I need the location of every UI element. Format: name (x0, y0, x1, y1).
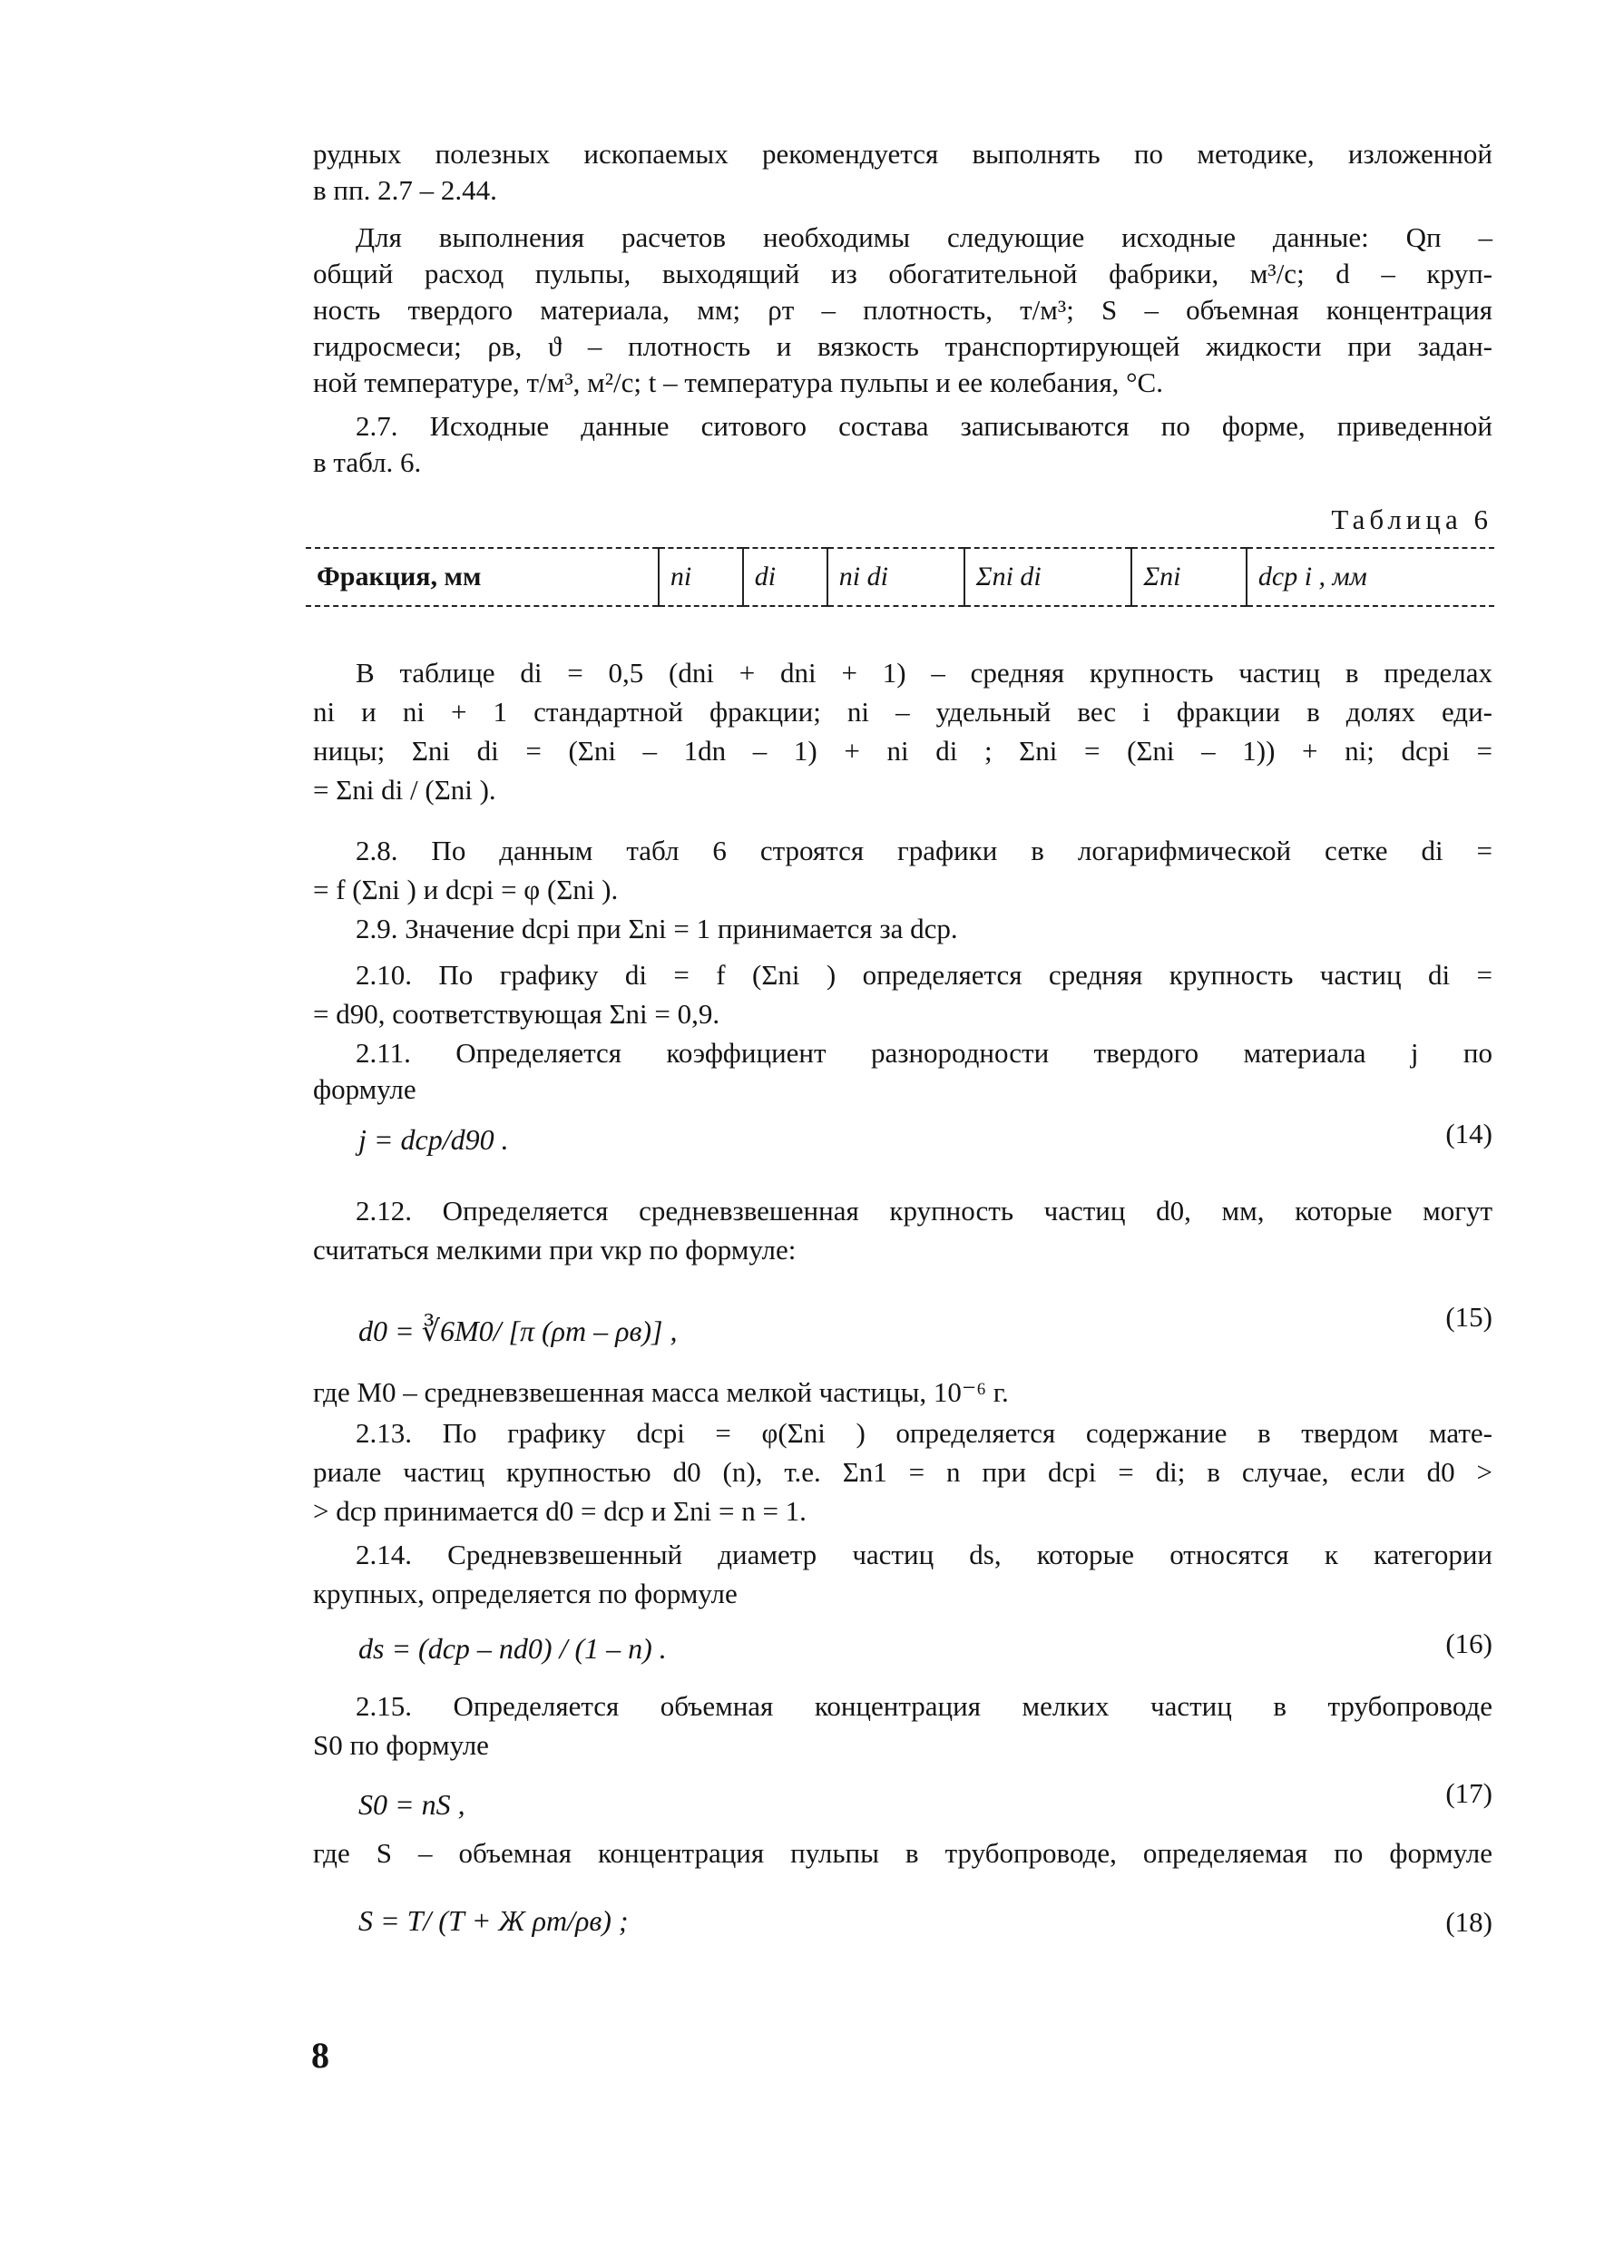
paragraph-line: крупных, определяется по формуле (313, 1578, 738, 1609)
paragraph-line: 2.12. Определяется средневзвешенная крупность частиц d0, мм, которые могут (356, 1195, 1492, 1227)
table-header-cell: dcp i , мм (1247, 548, 1494, 606)
paragraph-line: ni и ni + 1 стандартной фракции; ni – удельный вес i фракции в долях еди- (313, 696, 1492, 728)
paragraph-line: = d90, соответствующая Σni = 0,9. (313, 998, 720, 1030)
paragraph-line: в пп. 2.7 – 2.44. (313, 174, 497, 206)
equation-15: d0 = ∛6M0/ [π (ρт – ρв)] , (358, 1315, 678, 1347)
paragraph-line: Для выполнения расчетов необходимы следующие исходные данные: Qп – (356, 221, 1492, 253)
table-header-cell: di (743, 548, 827, 606)
paragraph-line: общий расход пульпы, выходящий из обогатительной фабрики, м³/с; d – круп- (313, 258, 1492, 289)
paragraph-line: риале частиц крупностью d0 (n), т.е. Σn1 = n при dcpi = di; в случае, если d0 > (313, 1456, 1492, 1488)
equation-17: S0 = nS , (358, 1788, 465, 1821)
table-header-cell: Σni (1131, 548, 1247, 606)
paragraph-line: = f (Σni ) и dcpi = φ (Σni ). (313, 874, 619, 905)
equation-number: (14) (1445, 1118, 1492, 1149)
equation-number: (17) (1445, 1777, 1492, 1809)
table-6 (306, 547, 1494, 607)
table-header-cell: Σni di (964, 548, 1132, 606)
equation-18: S = Т/ (Т + Ж ρт/ρв) ; (358, 1904, 629, 1937)
paragraph-line: = Σni di / (Σni ). (313, 774, 496, 806)
paragraph-line: формуле (313, 1073, 416, 1105)
paragraph-line: 2.13. По графику dcpi = φ(Σni ) определяется содержание в твердом мате- (356, 1417, 1492, 1449)
equation-number: (18) (1445, 1906, 1492, 1938)
equation-16: ds = (dср – nd0) / (1 – n) . (358, 1632, 667, 1665)
paragraph-line: 2.8. По данным табл 6 строятся графики в логарифмической сетке di = (356, 835, 1492, 866)
page-number: 8 (311, 2035, 329, 2076)
paragraph-line: 2.10. По графику di = f (Σni ) определяется средняя крупность частиц di = (356, 959, 1492, 991)
table-header-cell: ni di (827, 548, 964, 606)
table-header-cell: Фракция, мм (317, 562, 482, 591)
paragraph-line: где M0 – средневзвешенная масса мелкой частицы, 10⁻⁶ г. (313, 1376, 1009, 1408)
table-caption: Таблица 6 (1331, 503, 1492, 535)
paragraph-line: рудных полезных ископаемых рекомендуется выполнять по методике, изложенной (313, 138, 1492, 170)
paragraph-line: где S – объемная концентрация пульпы в трубопроводе, определяемая по формуле (313, 1837, 1492, 1869)
equation-number: (16) (1445, 1628, 1492, 1659)
paragraph-line: 2.11. Определяется коэффициент разнородности твердого материала j по (356, 1037, 1492, 1069)
paragraph-line: 2.15. Определяется объемная концентрация мелких частиц в трубопроводе (356, 1690, 1492, 1722)
paragraph-line: гидросмеси; ρв, ϑ – плотность и вязкость транспортирующей жидкости при задан- (313, 330, 1492, 362)
equation-number: (15) (1445, 1301, 1492, 1333)
paragraph-line: считаться мелкими при vкр по формуле: (313, 1234, 797, 1266)
paragraph-line: 2.7. Исходные данные ситового состава записываются по форме, приведенной (356, 410, 1492, 442)
equation-14: j = dср/d90 . (358, 1123, 509, 1156)
paragraph-line: S0 по формуле (313, 1729, 489, 1761)
paragraph-line: 2.9. Значение dcpi при Σni = 1 принимается за dср. (356, 913, 958, 944)
table-header-cell: ni (659, 548, 743, 606)
table-header-row (306, 548, 1494, 606)
paragraph-line: ность твердого материала, мм; ρт – плотность, т/м³; S – объемная концентрация (313, 294, 1492, 326)
paragraph-line: в табл. 6. (313, 446, 422, 478)
paragraph-line: ной температуре, т/м³, м²/с; t – температура пульпы и ее колебания, °С. (313, 367, 1163, 398)
paragraph-line: ницы; Σni di = (Σni – 1dn – 1) + ni di ; Σni = (Σni – 1)) + ni; dcpi = (313, 735, 1492, 767)
paragraph-line: > dср принимается d0 = dср и Σni = n = 1. (313, 1495, 807, 1527)
paragraph-line: 2.14. Средневзвешенный диаметр частиц ds, которые относятся к категории (356, 1539, 1492, 1570)
paragraph-line: В таблице di = 0,5 (dni + dni + 1) – средняя крупность частиц в пределах (356, 657, 1492, 689)
